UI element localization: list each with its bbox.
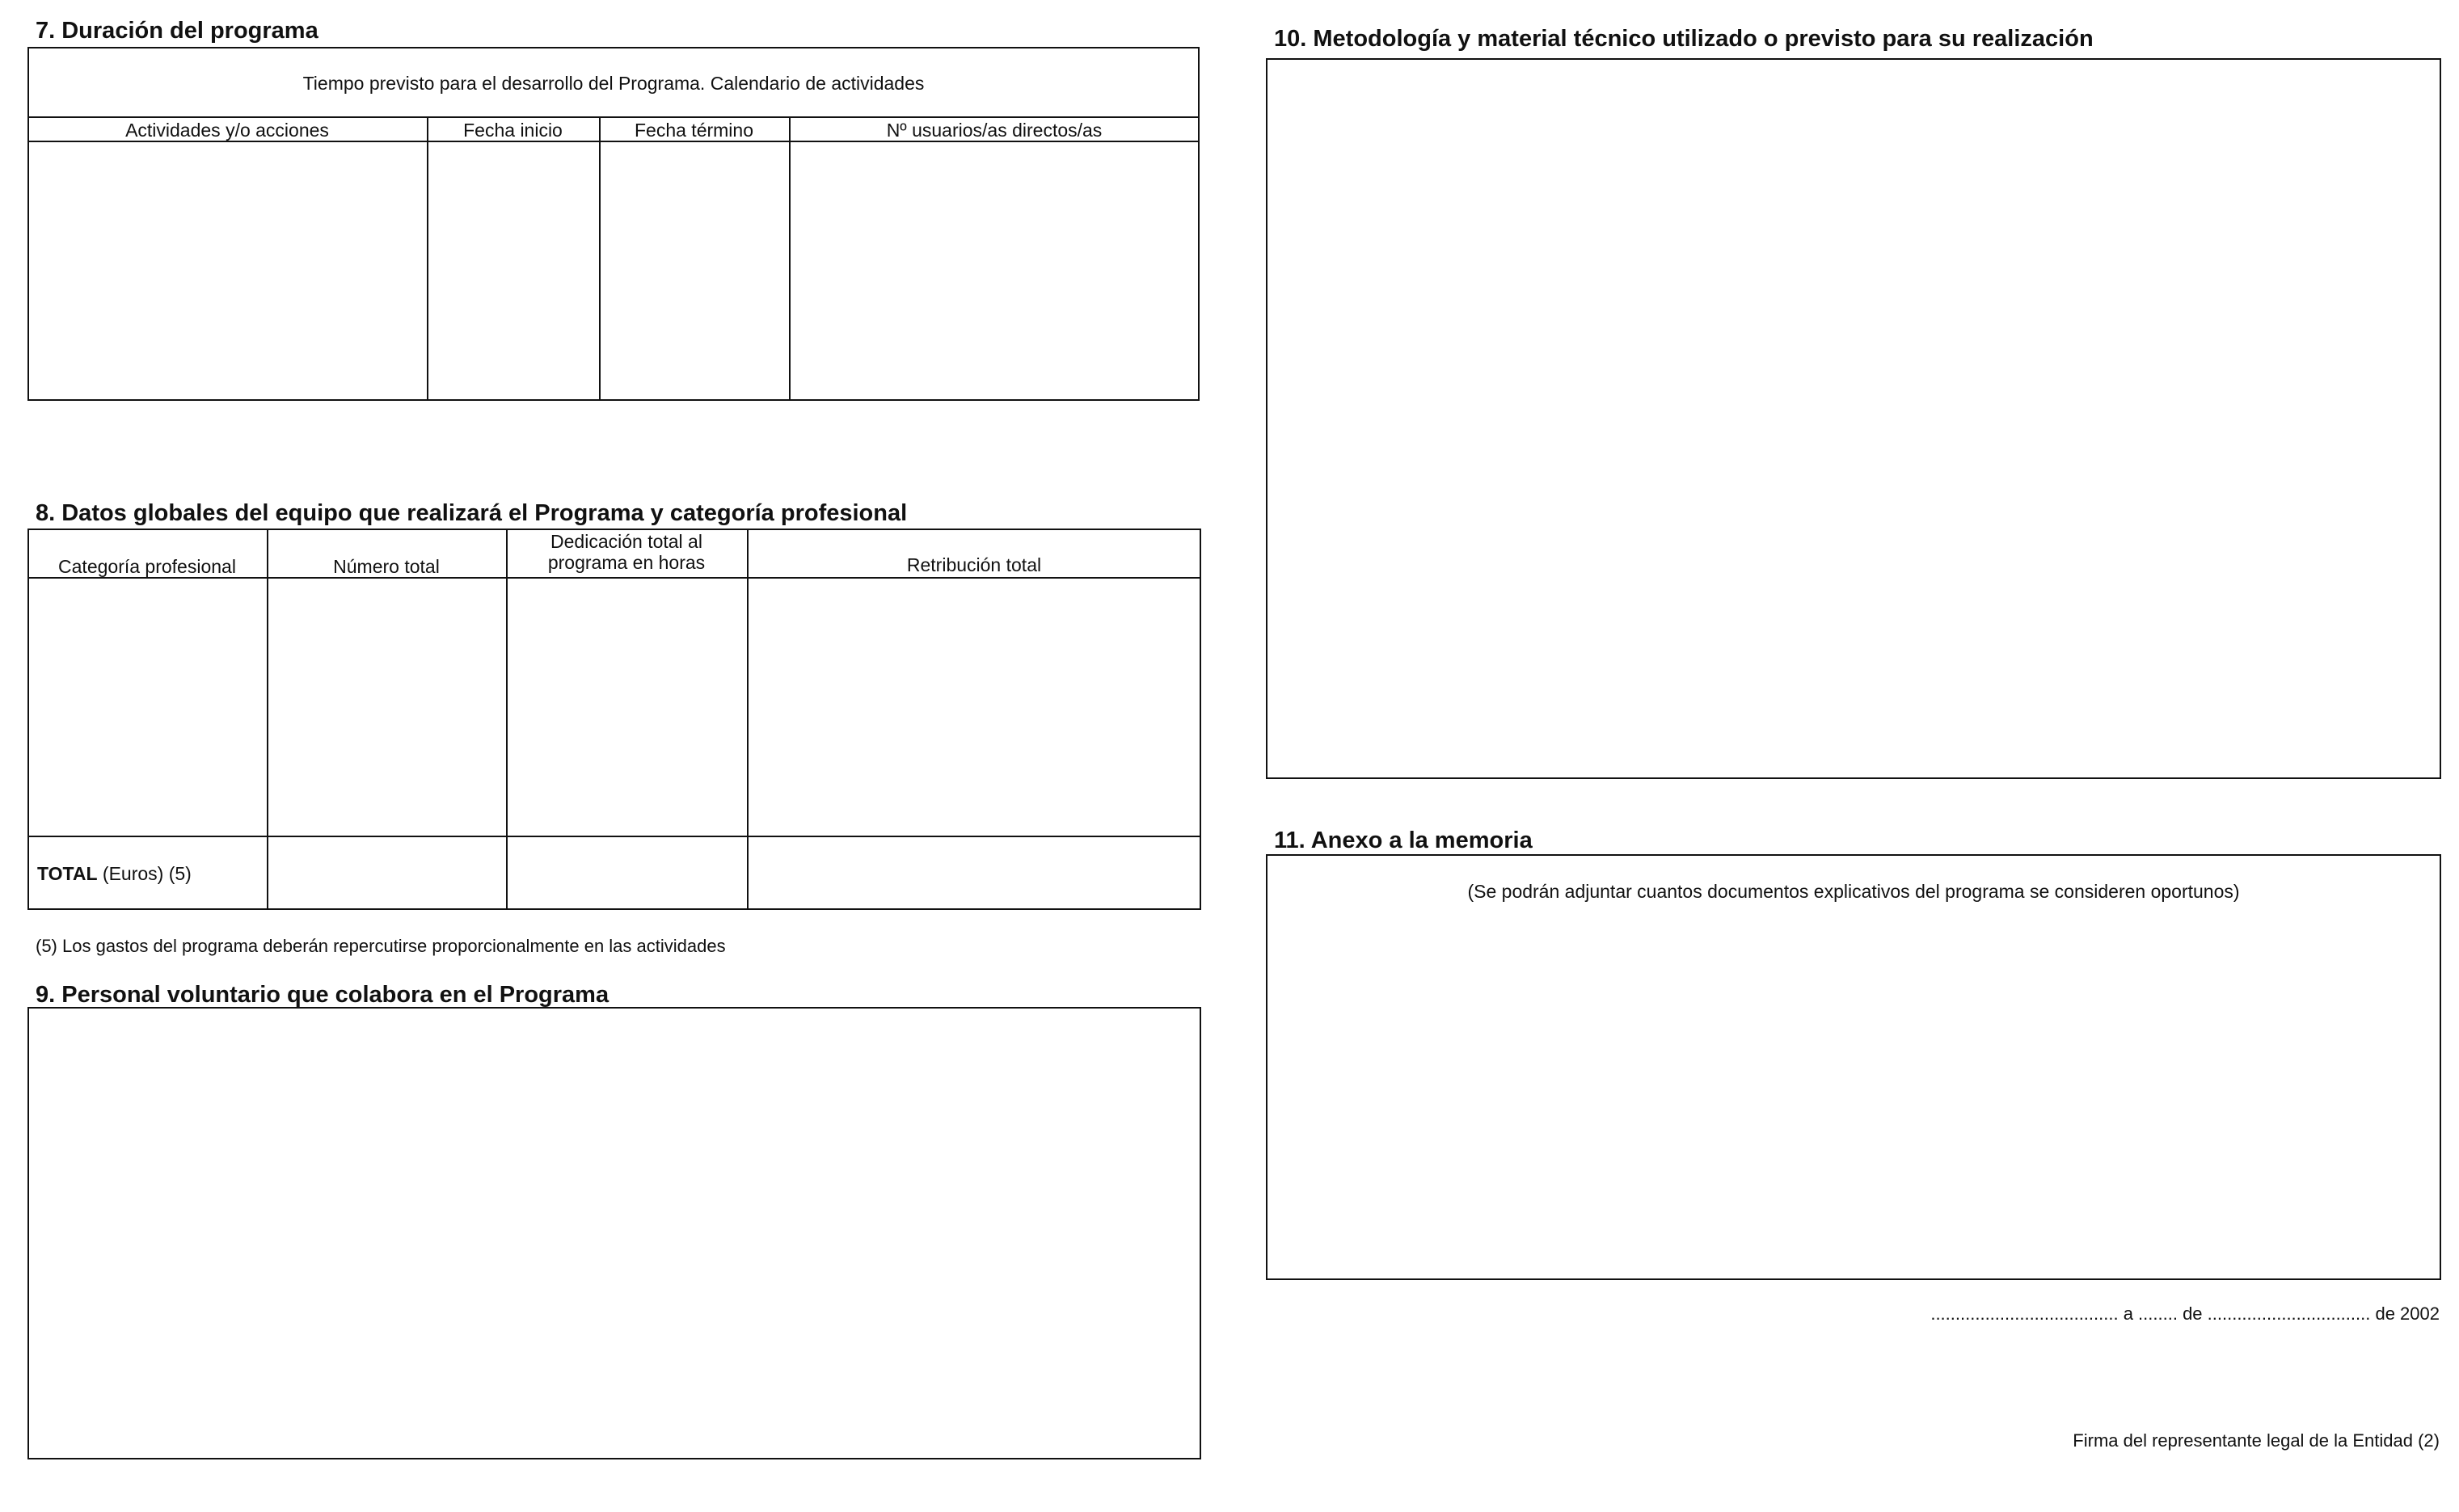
section-10-box[interactable]: [1266, 58, 2441, 779]
section-7-title: 7. Duración del programa: [36, 18, 318, 44]
section-8-title: 8. Datos globales del equipo que realizará el Programa y categoría profesional: [36, 500, 908, 526]
column-header-fecha-termino: Fecha término: [634, 120, 753, 141]
column-header-numero-total: Número total: [333, 556, 440, 577]
section-9-box[interactable]: [27, 1007, 1201, 1459]
fecha-inicio-input-area[interactable]: [428, 142, 597, 399]
numero-total-input-area[interactable]: [268, 579, 504, 834]
section-11-title: 11. Anexo a la memoria: [1274, 828, 1533, 853]
total-label-bold: TOTAL: [37, 863, 98, 884]
column-header-fecha-inicio: Fecha inicio: [463, 120, 563, 141]
column-header-usuarios: Nº usuarios/as directos/as: [886, 120, 1103, 141]
usuarios-input-area[interactable]: [791, 142, 1198, 399]
section-7-caption: Tiempo previsto para el desarrollo del Programa. Calendario de actividades: [302, 73, 925, 94]
section-11-box[interactable]: [1266, 854, 2441, 1280]
retribucion-input-area[interactable]: [749, 579, 1200, 834]
column-header-dedicacion: [506, 531, 747, 574]
dedicacion-line-2: programa en horas: [547, 552, 706, 574]
place-date-line[interactable]: ...................................... a ........ de ................................. de 2002: [1930, 1304, 2440, 1324]
column-header-retribucion: Retribución total: [906, 554, 1042, 575]
section-9-title: 9. Personal voluntario que colabora en el Programa: [36, 982, 609, 1008]
total-label-rest: (Euros) (5): [97, 863, 192, 884]
section-10-title: 10. Metodología y material técnico utilizado o previsto para su realización: [1274, 26, 2094, 52]
total-row-label: [37, 863, 192, 885]
section-11-caption: (Se podrán adjuntar cuantos documentos explicativos del programa se consideren oportunos): [1467, 881, 2240, 902]
total-retribucion-input[interactable]: [749, 837, 1200, 908]
categoria-input-area[interactable]: [29, 579, 265, 834]
column-header-categoria: Categoría profesional: [58, 556, 236, 577]
total-dedicacion-input[interactable]: [508, 837, 745, 908]
signature-label: Firma del representante legal de la Entidad (2): [2073, 1430, 2440, 1451]
footnote-5: (5) Los gastos del programa deberán repercutirse proporcionalmente en las actividades: [36, 936, 726, 956]
dedicacion-input-area[interactable]: [508, 579, 745, 834]
dedicacion-line-1: Dedicación total al: [550, 531, 702, 552]
table-divider: [27, 116, 1200, 118]
actividades-input-area[interactable]: [29, 142, 425, 399]
fecha-termino-input-area[interactable]: [601, 142, 787, 399]
column-header-actividades: Actividades y/o acciones: [125, 120, 329, 141]
total-numero-input[interactable]: [268, 837, 504, 908]
